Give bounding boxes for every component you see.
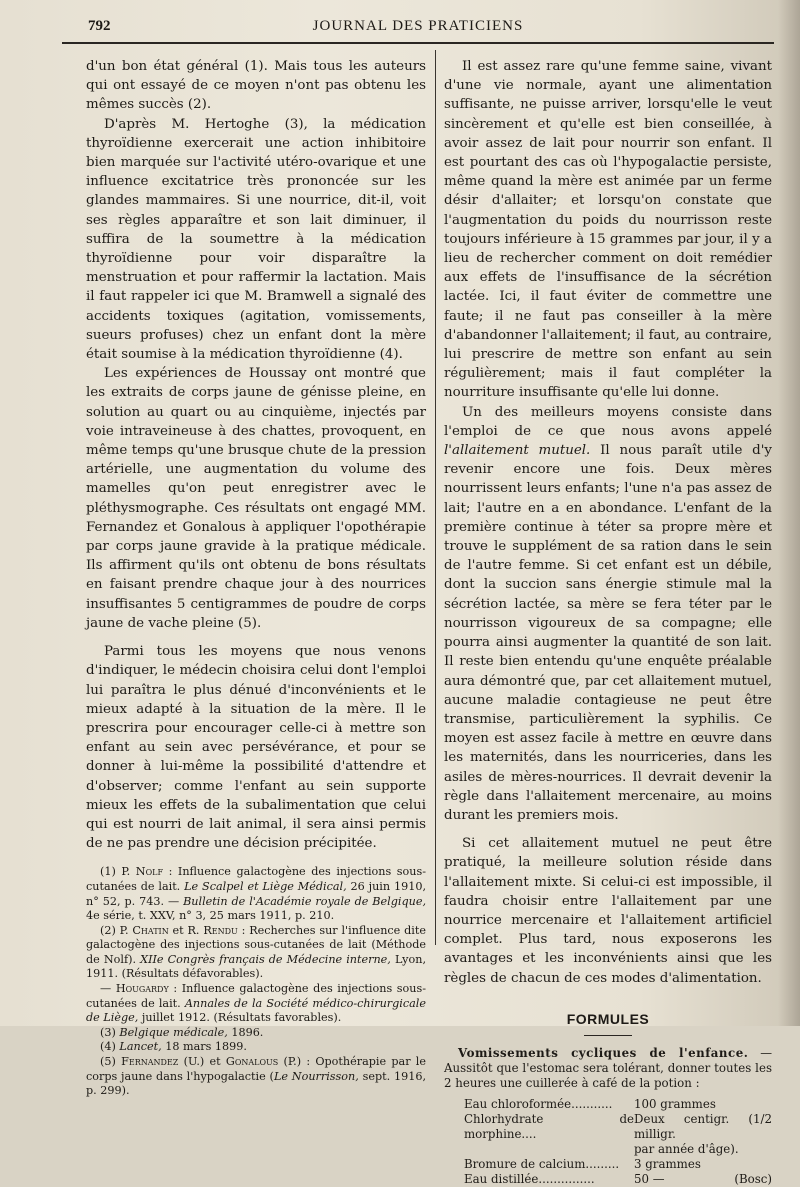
paragraph: Les expériences de Houssay ont montré que les extraits de corps jaune de génisse pleine, en solution au quart ou au cinquième, injectés par voie intraveineuse à des chattes, provoquent, en même temps qu'une brusque chute de la pression artérielle, une augmentation du volume des mamelles qu'on peut enregistrer avec le pléthysmographe. Ces résultats ont engagé MM. Fernandez et Gonalous à appliquer l'opothérapie par corps jaune gravide à la pratique médicale. Ils affirment qu'ils ont obtenu de bons résultats en faisant prendre chaque jour à des nourrices insuffisantes 5 centigrammes de poudre de corps jaune de vache pleine (5). (86, 366, 426, 631)
recipe-row: Eau chloroformée........... 100 grammes (464, 1096, 716, 1111)
footnote-2b: — Hougardy : Influence galactogène des injections sous-cutanées de lait. Annales de la Société médico-chirurgicale de Liège, juillet 1912. (Résultats favorables). (86, 982, 427, 1025)
column-divider (435, 50, 436, 945)
right-column (444, 57, 772, 1187)
formules-rule (584, 1035, 632, 1036)
recipe-row: Chlorhydrate de morphine.... Deux centigr. (1/2 milligr. (464, 1111, 772, 1141)
formula-source: (Bosc) (734, 1171, 772, 1186)
term-allaitement-mutuel: l'allaitement mutuel. (444, 443, 591, 459)
formula-heading: Vomissements cycliques de l'enfance. — Aussitôt que l'estomac sera tolérant, donner toutes les 2 heures une cuillerée à café de la potion : (444, 1045, 773, 1090)
running-title: JOURNAL DES PRATICIENS (312, 18, 524, 34)
page-number: 792 (88, 18, 111, 34)
paragraph: Si cet allaitement mutuel ne peut être pratiqué, la meilleure solution réside dans l'allaitement mixte. Si celui-ci est impossible, il faudra choisir entre l'allaitement par une nourrice mercenaire et l'allaitement artificiel complet. Plus tard, nous exposerons les avantages et les inconvénients ainsi que les règles de chacun de ces modes d'alimentation. (444, 836, 772, 986)
page-edge-shadow (778, 0, 800, 1026)
footnote-2: (2) P. Chatin et R. Rendu : Recherches sur l'influence dite galactogène des injections sous-cutanées de lait (Méthode de Nolf). XIIe Congrès français de Médecine interne, Lyon, 1911. (Résultats défavorables). (86, 923, 427, 981)
paragraph: D'après M. Hertoghe (3), la médication thyroïdienne exercerait une action inhibitoire bien marquée sur l'activité utéro-ovarique et une influence excitatrice très prononcée sur les glandes mammaires. Si une nourrice, dit-il, voit ses règles apparaître et son lait diminuer, il suffira de la soumettre à la médication thyroïdienne pour voir disparaître la menstruation et pour raffermir la lactation. Mais il faut rappeler ici que M. Bramwell a signalé des accidents toxiques (agitation, vomissements, sueurs profuses) chez un enfant dont la mère était soumise à la médication thyroïdienne (4). (86, 116, 426, 363)
footnote-5: (5) Fernandez (U.) et Gonalous (P.) : Opothérapie par le corps jaune dans l'hypogalactie (Le Nourrisson, sept. 1916, p. 299). (86, 1055, 427, 1098)
footnote-3: (3) Belgique médicale, 1896. (100, 1025, 264, 1039)
footnote-1: (1) P. Nolf : Influence galactogène des injections sous-cutanées de lait. Le Scalpel et Liège Médical, 26 juin 1910, n° 52, p. 743. — Bulletin de l'Académie royale de Belgique, 4e série, t. XXV, n° 3, 25 mars 1911, p. 210. (86, 865, 426, 923)
recipe-row: Eau distillée............... 50 — (Bosc) (464, 1171, 772, 1186)
paragraph: Un des meilleurs moyens consiste dans l'emploi de ce que nous avons appelé l'allaitement mutuel. Il nous paraît utile d'y revenir encore une fois. Deux mères nourrissent leurs enfants; l'une n'a pas assez de lait; l'autre en a en abondance. L'enfant de la première continue à téter sa propre mère et trouve le supplément de sa ration dans le sein de l'autre femme. Si cet enfant est un débile, dont la succion sans énergie stimule mal la sécrétion lactée, sa mère se fera téter par le nourrisson vigoureux de sa compagne; elle pourra ainsi augmenter la quantité de son lait. Il reste bien entendu qu'une enquête préalable aura démontré que, par cet allaitement mutuel, aucune maladie contagieuse ne peut être transmise, particulièrement la syphilis. Ce moyen est assez facile à mettre en œuvre dans les maternités, dans les nourriceries, dans les asiles de mères-nourrices. Il devrait devenir la règle dans l'allaitement mercenaire, au moins durant les premiers mois. (444, 404, 772, 823)
footnotes (86, 865, 426, 1099)
left-column (86, 57, 426, 1099)
formula-recipe (464, 1097, 772, 1187)
paragraph: Parmi tous les moyens que nous venons d'indiquer, le médecin choisira celui dont l'emploi lui paraîtra le plus dénué d'inconvénients et le mieux adapté à la situation de la mère. Il le prescrira pour encourager celle-ci à mettre son enfant au sein avec persévérance, et pour se donner à lui-même la possibilité d'attendre et d'observer; comme l'enfant au sein supporte mieux les effets de la subalimentation que celui qui est nourri de lait animal, il sera ainsi permis de ne pas prendre une décision précipitée. (86, 644, 426, 852)
paragraph: d'un bon état général (1). Mais tous les auteurs qui ont essayé de ce moyen n'ont pas obtenu les mêmes succès (2). (86, 59, 426, 113)
formules-heading: FORMULES (566, 1010, 650, 1027)
recipe-row: par année d'âge). (634, 1141, 739, 1156)
recipe-row: Bromure de calcium......... 3 grammes (464, 1156, 701, 1171)
page-header (62, 12, 774, 44)
paragraph: Il est assez rare qu'une femme saine, vivant d'une vie normale, ayant une alimentation suffisante, ne puisse arriver, lorsqu'elle le veut sincèrement et qu'elle est bien conseillée, à avoir assez de lait pour nourrir son enfant. Il est pourtant des cas où l'hypogalactie persiste, même quand la mère est animée par un ferme désir d'allaiter; et lorsqu'on constate que l'augmentation du poids du nourrisson reste toujours inférieure à 15 grammes par jour, il y a lieu de rechercher comment on doit remédier aux effets de l'insuffisance de la sécrétion lactée. Ici, il faut éviter de commettre une faute; il ne faut pas conseiller à la mère d'abandonner l'allaitement; il faut, au contraire, lui prescrire de mettre son enfant au sein régulièrement; mais il faut compléter la nourriture insuffisante qu'elle lui donne. (444, 59, 772, 401)
footnote-4: (4) Lancet, 18 mars 1899. (100, 1040, 247, 1054)
